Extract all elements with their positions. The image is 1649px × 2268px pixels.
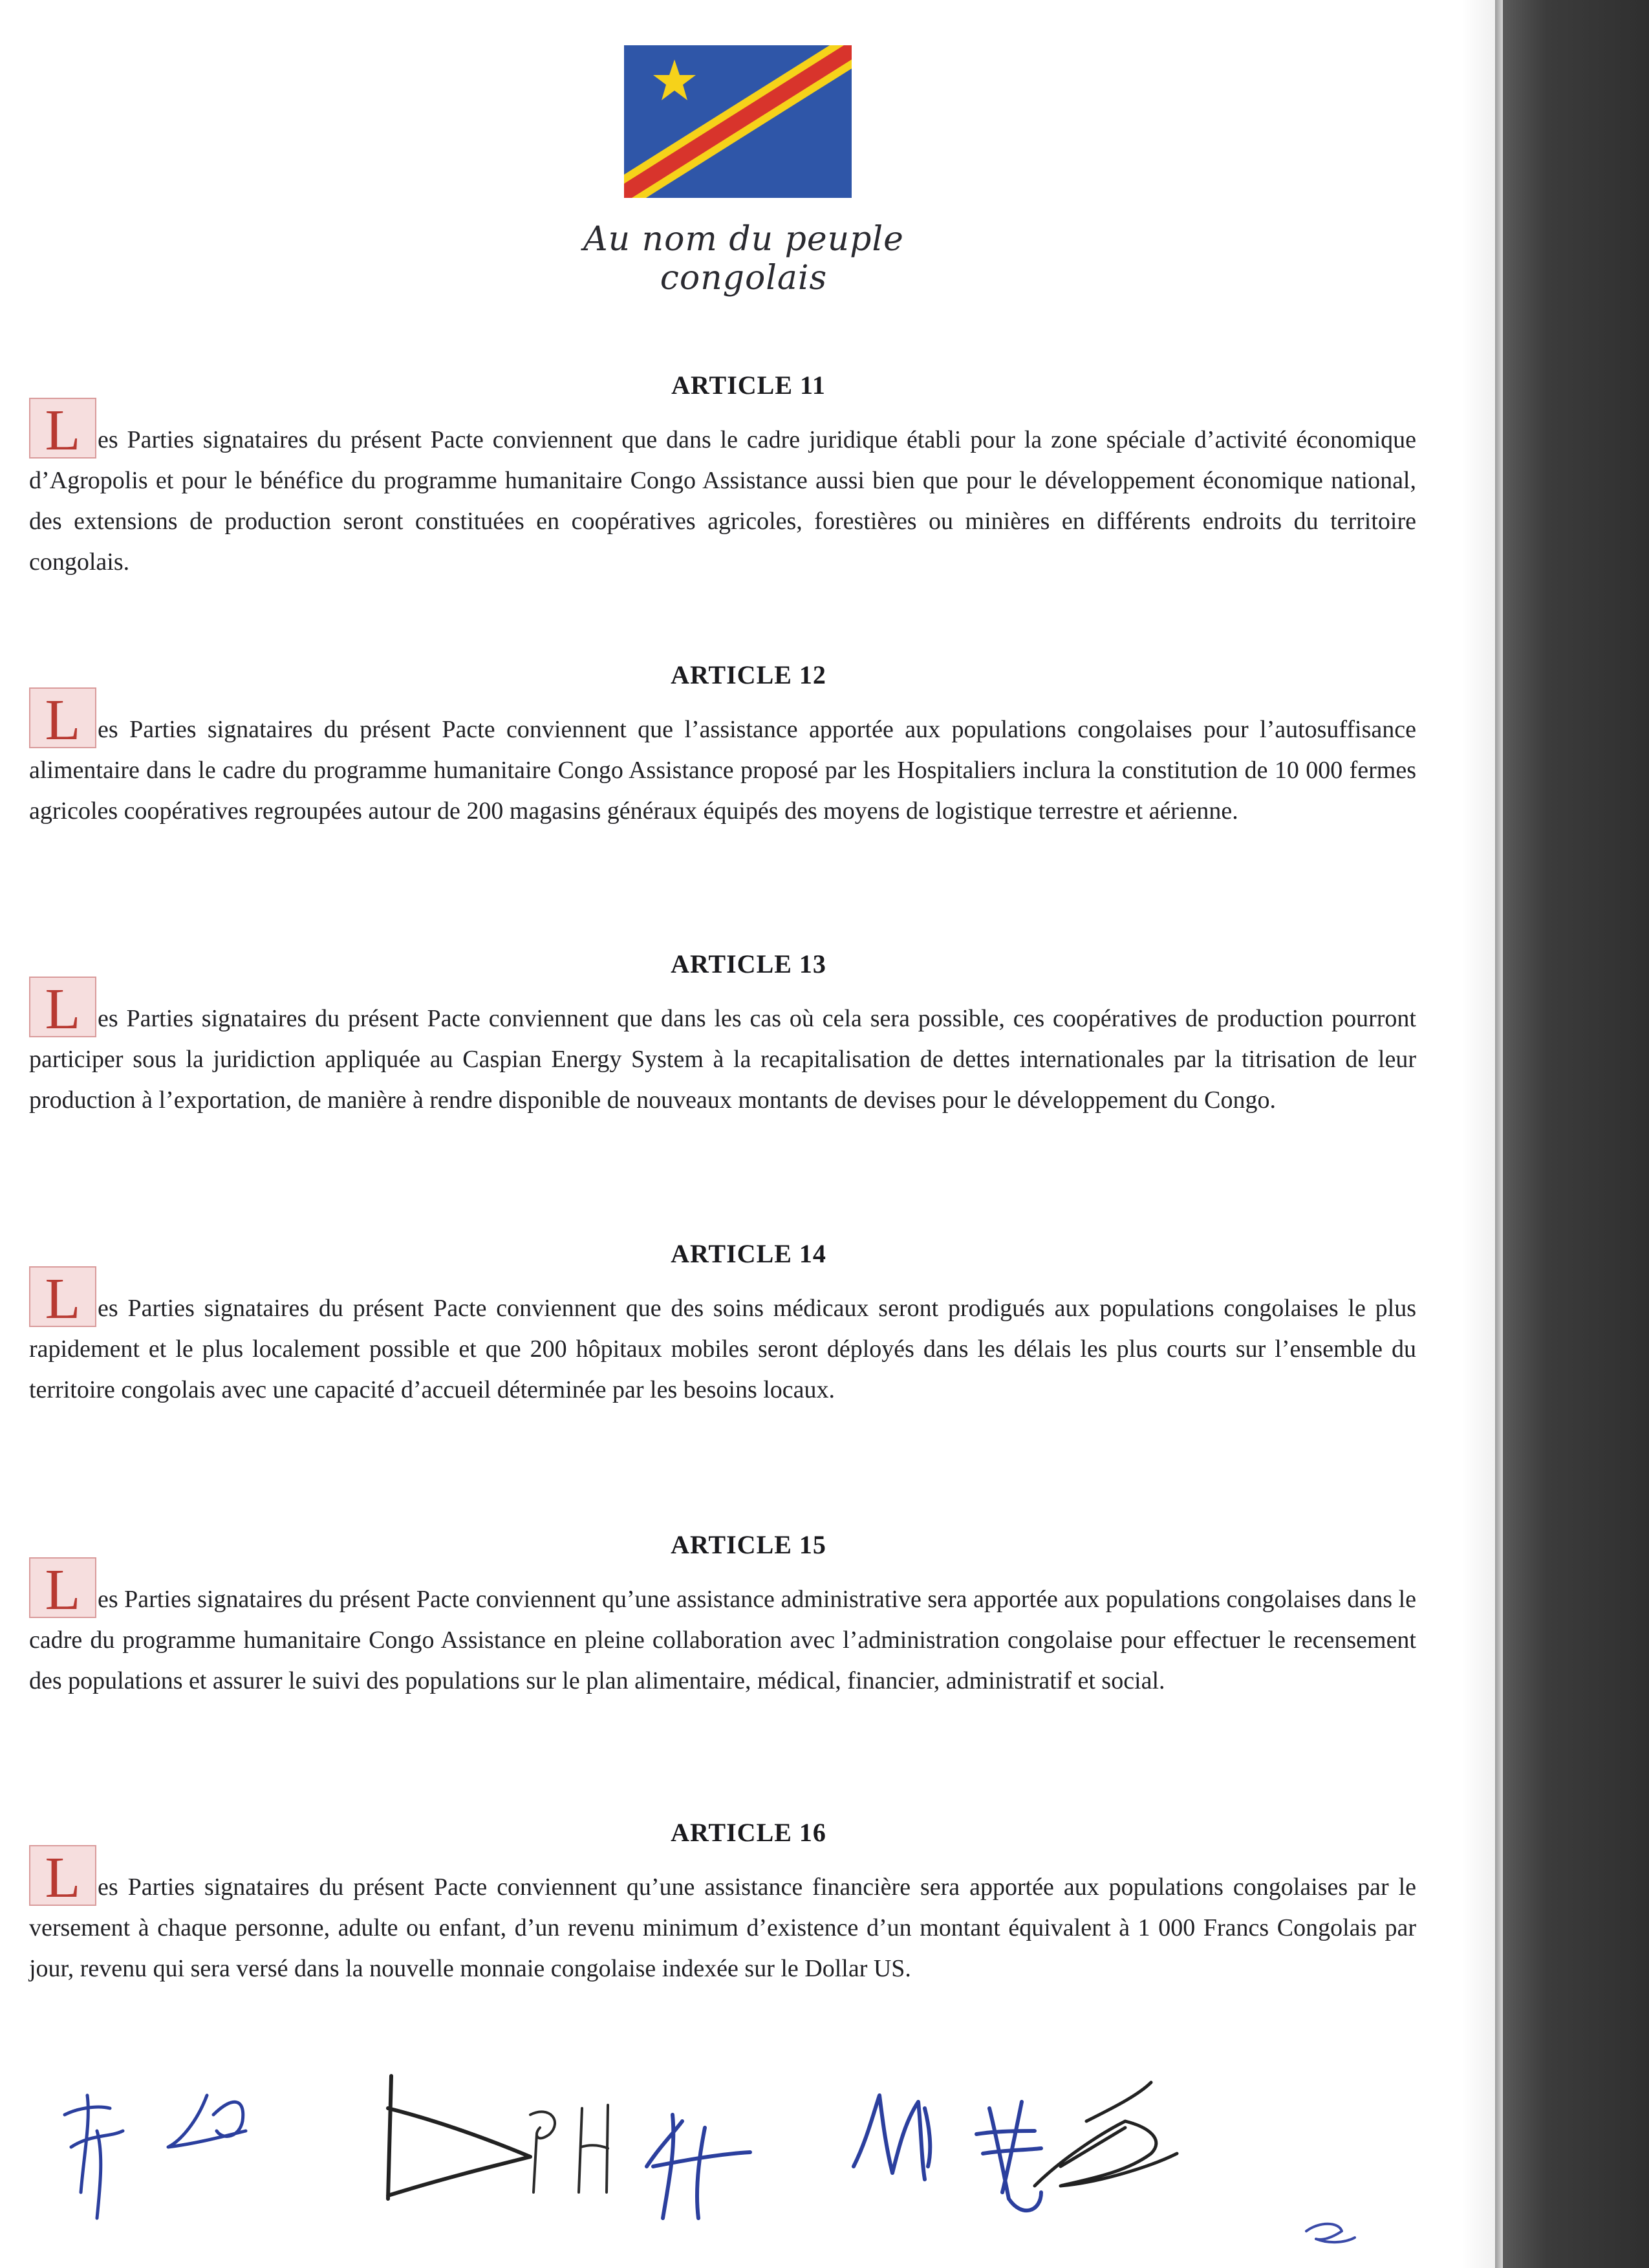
article-text: es Parties signataires du présent Pacte conviennent qu’une assistance financière sera apportée aux populations congolaises par le versement à chaque personne, adulte ou enfant, d’un revenu minimum d’existence d’un montant équivalent à 1 000 Francs Congolais par jour, revenu qui sera versé dans la nouvelle monnaie congolaise indexée sur le Dollar US. xyxy=(29,1874,1416,1982)
article-text: es Parties signataires du présent Pacte conviennent que des soins médicaux seront prodigués aux populations congolaises le plus rapidement et le plus localement possible et que 200 hôpitaux mobiles seront déployés dans les délais les plus courts sur l’ensemble du territoire congolais avec une capacité d’accueil déterminée par les besoins locaux. xyxy=(29,1295,1416,1403)
article-14 xyxy=(29,1238,1416,1410)
svg-text:L: L xyxy=(45,977,81,1037)
dropcap-l-icon xyxy=(29,1266,96,1327)
article-title: ARTICLE 15 xyxy=(671,1530,826,1559)
dropcap-l-icon xyxy=(29,687,96,748)
svg-text:L: L xyxy=(45,1846,81,1906)
svg-text:L: L xyxy=(45,688,81,748)
svg-text:L: L xyxy=(45,1558,81,1618)
article-text: es Parties signataires du présent Pacte conviennent qu’une assistance administrative sera apportée aux populations congolaises dans le cadre du programme humanitaire Congo Assistance en pleine collaboration avec l’administration congolaise pour effectuer le recensement des populations et assurer le suivi des populations sur le plan alimentaire, médical, financier, administratif et social. xyxy=(29,1586,1416,1694)
article-title: ARTICLE 12 xyxy=(671,660,826,689)
article-title: ARTICLE 13 xyxy=(671,949,826,978)
dropcap-l-icon xyxy=(29,1845,96,1906)
drc-flag-icon xyxy=(624,45,852,198)
dropcap-l-icon xyxy=(29,1557,96,1618)
page-edge xyxy=(1495,0,1503,2268)
article-13 xyxy=(29,949,1416,1121)
handwritten-signatures-icon xyxy=(52,2069,1442,2263)
article-15 xyxy=(29,1529,1416,1701)
article-title: ARTICLE 16 xyxy=(671,1818,826,1847)
article-11 xyxy=(29,370,1416,583)
article-text: es Parties signataires du présent Pacte conviennent que dans le cadre juridique établi pour la zone spéciale d’activité économique d’Agropolis et pour le bénéfice du programme humanitaire Congo Assistance aussi bien que pour le développement économique national, des extensions de production seront constituées en coopératives agricoles, forestières ou minières en différents endroits du territoire congolais. xyxy=(29,426,1416,576)
article-title: ARTICLE 11 xyxy=(671,371,826,400)
scanner-background xyxy=(1503,0,1649,2268)
svg-text:L: L xyxy=(45,1267,81,1327)
page-shadow xyxy=(1461,0,1495,2268)
article-title: ARTICLE 14 xyxy=(671,1239,826,1268)
article-12 xyxy=(29,660,1416,832)
dropcap-l-icon xyxy=(29,977,96,1037)
article-16 xyxy=(29,1817,1416,1989)
article-text: es Parties signataires du présent Pacte conviennent que dans les cas où cela sera possible, ces coopératives de production pourront participer sous la juridiction appliquée au Caspian Energy System à la recapitalisation de dettes internationales par la titrisation de leur production à l’exportation, de manière à rendre disponible de nouveaux montants de devises pour le développement du Congo. xyxy=(29,1005,1416,1114)
article-text: es Parties signataires du présent Pacte conviennent que l’assistance apportée aux populations congolaises pour l’autosuffisance alimentaire dans le cadre du programme humanitaire Congo Assistance proposé par les Hospitaliers inclura la constitution de 10 000 fermes agricoles coopératives regroupées autour de 200 magasins généraux équipés des moyens de logistique terrestre et aérienne. xyxy=(29,716,1416,825)
motto: Au nom du peuple congolais xyxy=(583,220,904,297)
svg-text:L: L xyxy=(45,398,81,459)
dropcap-l-icon xyxy=(29,398,96,459)
